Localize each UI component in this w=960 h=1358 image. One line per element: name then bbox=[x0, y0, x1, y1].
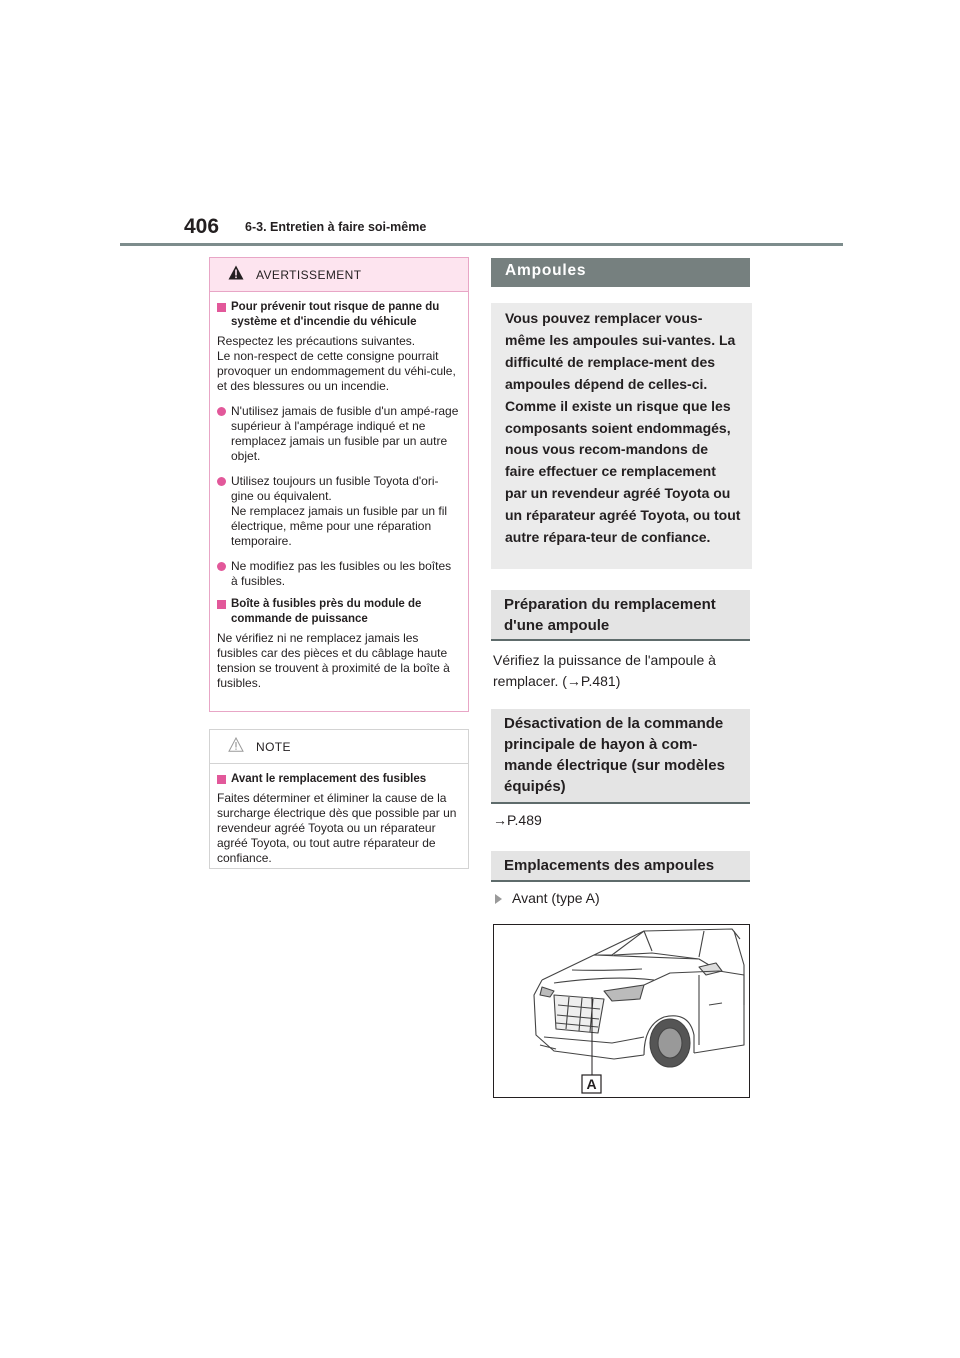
warning-heading: Boîte à fusibles près du module de commande de puissance bbox=[231, 598, 422, 625]
front-type-a-label: Avant (type A) bbox=[512, 890, 600, 906]
car-front-drawing bbox=[494, 925, 750, 1098]
square-bullet-icon bbox=[217, 775, 226, 784]
arrow-bullet-icon bbox=[495, 894, 502, 904]
section-heading-bulb-locations: Emplacements des ampoules bbox=[491, 851, 750, 882]
caution-triangle-icon bbox=[228, 737, 244, 757]
bullet-dot-icon bbox=[217, 407, 226, 416]
warning-label: AVERTISSEMENT bbox=[256, 267, 362, 282]
warning-box bbox=[209, 257, 469, 712]
front-bulb-illustration bbox=[493, 924, 750, 1098]
section-heading-tailgate: Désactivation de la commande principale de hayon à com-mande électrique (sur modèles équipés) bbox=[491, 709, 750, 804]
warning-paragraph: Ne vérifiez ni ne remplacez jamais les fusibles car des pièces et du câblage haute tension se trouvent à proximité de la boîte à fusibles. bbox=[217, 631, 450, 690]
square-bullet-icon bbox=[217, 303, 226, 312]
note-header bbox=[210, 730, 468, 764]
preparation-text[interactable]: Vérifiez la puissance de l'ampoule à remplacer. (→P.481) bbox=[493, 652, 716, 689]
section-heading-preparation: Préparation du remplacement d'une ampoule bbox=[491, 590, 750, 641]
warning-triangle-icon bbox=[228, 265, 244, 285]
note-heading: Avant le remplacement des fusibles bbox=[231, 773, 427, 785]
intro-box: Vous pouvez remplacer vous-même les ampoules sui-vantes. La difficulté de remplace-ment des ampoules dépend de celles-ci. Comme il existe un risque que les composants soient endommagés, nous vous recom-mandons de faire effectuer ce remplacement par un revendeur agréé Toyota ou un réparateur agréé Toyota, ou tout autre répara-teur de confiance. bbox=[491, 303, 752, 569]
figure-label-a: A bbox=[586, 1076, 597, 1092]
section-title: 6-3. Entretien à faire soi-même bbox=[245, 220, 427, 234]
note-paragraph: Faites déterminer et éliminer la cause de la surcharge électrique dès que possible par un revendeur agréé Toyota ou un réparateur agréé Toyota, ou tout autre réparateur de confiance. bbox=[217, 791, 457, 865]
note-label: NOTE bbox=[256, 739, 291, 754]
note-box bbox=[209, 729, 469, 869]
topic-header: Ampoules bbox=[491, 258, 750, 287]
warning-heading: Pour prévenir tout risque de panne du système et d'incendie du véhicule bbox=[231, 301, 440, 328]
front-type-a-bullet bbox=[493, 888, 600, 909]
page-number: 406 bbox=[184, 215, 220, 238]
warning-bullet: N'utilisez jamais de fusible d'un ampé-rage supérieur à l'ampérage indiqué et ne remplacez jamais un fusible par un autre objet. bbox=[231, 404, 459, 463]
warning-bullet: Ne modifiez pas les fusibles ou les boîtes à fusibles. bbox=[231, 559, 452, 588]
warning-paragraph: Respectez les précautions suivantes. Le non-respect de cette consigne pourrait provoquer un endommagement du véhi-cule, et des blessures ou un incendie. bbox=[217, 334, 456, 393]
warning-header bbox=[210, 258, 468, 292]
bullet-dot-icon bbox=[217, 477, 226, 486]
header-rule bbox=[120, 243, 843, 246]
tailgate-reference-link[interactable]: →P.489 bbox=[493, 812, 542, 828]
warning-bullet: Utilisez toujours un fusible Toyota d'ori-gine ou équivalent. Ne remplacez jamais un fusible par un fil électrique, même pour une réparation temporaire. bbox=[231, 474, 448, 548]
square-bullet-icon bbox=[217, 600, 226, 609]
bullet-dot-icon bbox=[217, 562, 226, 571]
